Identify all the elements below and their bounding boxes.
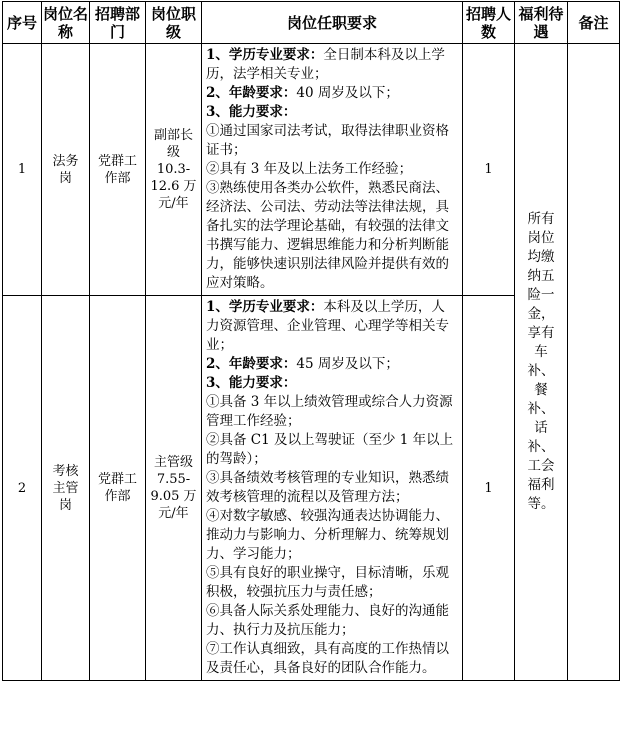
req-ability-item: ②具备 C1 及以上驾驶证（至少 1 年以上的驾龄）；	[206, 432, 454, 467]
header-seq: 序号	[3, 2, 42, 44]
header-benefits: 福利待遇	[515, 2, 568, 44]
req-age-label: 2、年龄要求：	[206, 356, 297, 372]
req-education	[206, 46, 458, 84]
req-age-text: 40 周岁及以下；	[296, 85, 399, 101]
recruitment-table	[2, 1, 620, 681]
req-age	[206, 355, 458, 374]
row-position: 考核主管岗	[42, 296, 90, 681]
req-ability-item: ③熟练使用各类办公软件，熟悉民商法、经济法、公司法、劳动法等法律法规，具备扎实的法学理论基础，有较强的法律文书撰写能力、逻辑思维能力和分析判断能力，能够快速识别法律风险并提供有效的应对策略。	[206, 180, 449, 291]
table-row	[3, 44, 620, 296]
req-ability-label: 3、能力要求：	[206, 375, 297, 391]
req-ability-item: ④对数字敏感、较强沟通表达协调能力、推动力与影响力、分析理解力、统筹规划力、学习能力；	[206, 508, 449, 562]
row-grade: 主管级 7.55-9.05 万元/年	[146, 296, 202, 681]
row-dept: 党群工作部	[90, 296, 146, 681]
req-ability-label: 3、能力要求：	[206, 104, 297, 120]
benefits-cell: 所有岗位均缴纳五险一金，享有车补、餐补、话补、工会福利等。	[515, 44, 568, 681]
row-position: 法务岗	[42, 44, 90, 296]
req-education-label: 1、学历专业要求：	[206, 47, 324, 63]
req-education-text: 全日制本科及以上学历，法学相关专业；	[206, 47, 445, 82]
row-requirements	[202, 296, 463, 681]
header-requirements: 岗位任职要求	[202, 2, 463, 44]
req-ability	[206, 374, 458, 393]
req-ability-item: ⑦工作认真细致，具有高度的工作热情以及责任心，具备良好的团队合作能力。	[206, 641, 449, 676]
req-age-label: 2、年龄要求：	[206, 85, 297, 101]
row-seq: 2	[3, 296, 42, 681]
header-position: 岗位名称	[42, 2, 90, 44]
req-age	[206, 84, 458, 103]
req-ability-item: ⑤具有良好的职业操守，目标清晰，乐观积极，较强抗压力与责任感；	[206, 565, 449, 600]
req-ability-item: ⑥具备人际关系处理能力、良好的沟通能力、执行力及抗压能力；	[206, 603, 449, 638]
req-age-text: 45 周岁及以下；	[296, 356, 399, 372]
row-headcount: 1	[463, 44, 515, 296]
req-ability-item: ①具备 3 年以上绩效管理或综合人力资源管理工作经验；	[206, 394, 453, 429]
req-education-text: 本科及以上学历，人力资源管理、企业管理、心理学等相关专业；	[206, 299, 449, 353]
row-headcount: 1	[463, 296, 515, 681]
req-education-label: 1、学历专业要求：	[206, 299, 324, 315]
row-seq: 1	[3, 44, 42, 296]
row-requirements	[202, 44, 463, 296]
req-education	[206, 298, 458, 355]
req-ability-item: ③具备绩效考核管理的专业知识，熟悉绩效考核管理的流程以及管理方法；	[206, 470, 449, 505]
row-dept: 党群工作部	[90, 44, 146, 296]
remarks-cell	[568, 44, 620, 681]
header-remarks: 备注	[568, 2, 620, 44]
header-grade: 岗位职级	[146, 2, 202, 44]
req-ability-item: ②具有 3 年及以上法务工作经验；	[206, 161, 413, 177]
row-grade: 副部长级 10.3-12.6 万元/年	[146, 44, 202, 296]
req-ability	[206, 103, 458, 122]
header-headcount: 招聘人数	[463, 2, 515, 44]
header-dept: 招聘部门	[90, 2, 146, 44]
req-ability-item: ①通过国家司法考试，取得法律职业资格证书；	[206, 123, 449, 158]
header-row	[3, 2, 620, 44]
